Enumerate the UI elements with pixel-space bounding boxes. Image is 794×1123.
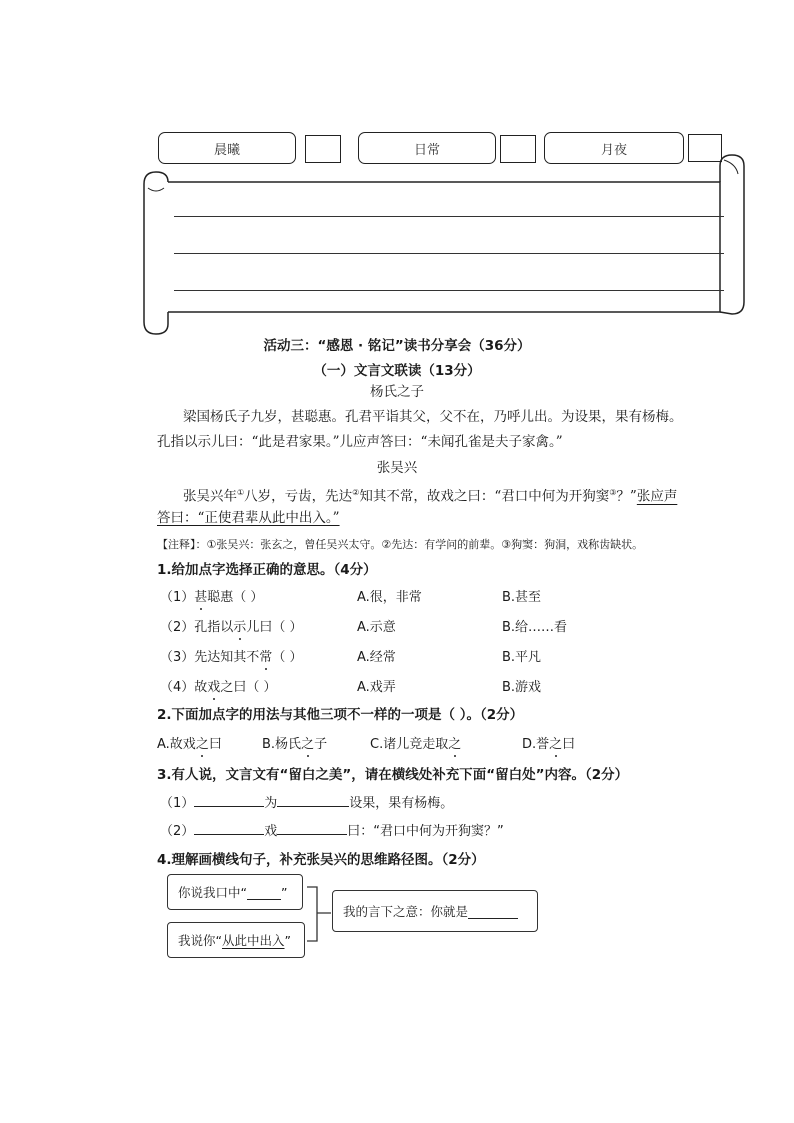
- text: ”: [280, 884, 288, 900]
- dotted-char: 示: [233, 620, 247, 635]
- footnote-mark: ②: [352, 488, 360, 497]
- passage2-line1: [183, 481, 677, 509]
- text: 子: [314, 737, 328, 752]
- q1-item-1: [160, 586, 263, 605]
- q3-stem: 3.有人说，文言文有“留白之美”，请在横线处补充下面“留白处”内容。（2分）: [157, 767, 629, 783]
- footnote-mark: ③: [609, 488, 617, 497]
- text: 我说你“: [178, 933, 222, 948]
- text: C.诸儿竞走取: [370, 737, 449, 752]
- num: （1）: [160, 590, 195, 605]
- q1-item-1-b[interactable]: B.甚至: [502, 590, 542, 605]
- blank-input[interactable]: [194, 792, 264, 807]
- tab-label: 晨曦: [213, 142, 240, 158]
- footnote-mark: ①: [237, 488, 245, 497]
- dotted-char: 之: [549, 737, 563, 752]
- num: （3）: [160, 650, 195, 665]
- scroll-banner: [140, 152, 750, 338]
- text: 为: [264, 796, 278, 811]
- q2-option-c[interactable]: [370, 733, 461, 752]
- text: 知其不常，故戏之曰：“君口中何为开狗窦: [359, 488, 610, 505]
- text: 我的言下之意：你就是: [343, 904, 469, 919]
- text: 聪惠（ ）: [207, 590, 264, 605]
- blank-input[interactable]: [194, 820, 264, 835]
- dotted-char: 之: [448, 737, 462, 752]
- q1-item-2-b[interactable]: B.给……看: [502, 620, 568, 635]
- num: （2）: [160, 824, 195, 839]
- q1-item-4-a[interactable]: A.戏弄: [357, 680, 396, 695]
- q4-stem: 4.理解画横线句子，补充张吴兴的思维路径图。（2分）: [157, 852, 485, 868]
- bracket-connector: [305, 885, 335, 945]
- answer-line-2[interactable]: [174, 253, 724, 254]
- underlined-text: 答曰：“正使君辈从此中出入。”: [157, 510, 340, 526]
- dotted-char: 甚: [194, 590, 208, 605]
- dotted-char: 之: [301, 737, 315, 752]
- underlined-text: 从此中出入: [221, 933, 285, 948]
- q2-option-d[interactable]: [522, 733, 575, 752]
- q3-line-1: [160, 792, 453, 811]
- q1-item-4-b[interactable]: B.游戏: [502, 680, 542, 695]
- underlined-text: 张应声: [636, 488, 678, 505]
- passage1-title: 杨氏之子: [370, 384, 424, 400]
- dotted-char: 戏: [207, 680, 221, 695]
- dotted-char: 常: [259, 650, 273, 665]
- blank-input[interactable]: [468, 904, 518, 919]
- text: 八岁，亏齿，先达: [244, 488, 353, 505]
- q3-line-2: [160, 820, 504, 839]
- text: 张吴兴年: [183, 488, 237, 505]
- text: B.杨氏: [262, 737, 302, 752]
- passage2-line2: [157, 506, 340, 530]
- text: D.誉: [522, 737, 550, 752]
- text: 先达知其不: [194, 650, 260, 665]
- q1-item-3-b[interactable]: B.平凡: [502, 650, 542, 665]
- text: 故: [194, 680, 208, 695]
- answer-line-1[interactable]: [174, 216, 724, 217]
- text: A.故戏: [157, 737, 196, 752]
- activity-title: 活动三：“感恩 · 铭记”读书分享会（36分）: [263, 338, 531, 354]
- q1-item-4: [160, 676, 276, 695]
- q1-stem: 1.给加点字选择正确的意思。（4分）: [157, 562, 377, 578]
- text: 儿曰（ ）: [246, 620, 303, 635]
- text: 戏: [264, 824, 278, 839]
- q1-item-2: [160, 616, 302, 635]
- blank-input[interactable]: [277, 792, 349, 807]
- blank-input[interactable]: [247, 885, 281, 900]
- text: 之曰（ ）: [220, 680, 277, 695]
- text: 曰: [562, 737, 576, 752]
- text: 曰：“君口中何为开狗窦？”: [347, 824, 504, 839]
- blank-input[interactable]: [277, 820, 347, 835]
- section-title: （一）文言文联读（13分）: [313, 363, 481, 379]
- q1-item-2-a[interactable]: A.示意: [357, 620, 396, 635]
- map-box-2: [167, 922, 305, 958]
- text: 曰: [208, 737, 222, 752]
- notes: 【注释】：①张吴兴：张玄之，曾任吴兴太守。②先达：有学问的前辈。③狗窦：狗洞，戏称齿缺状。: [157, 538, 644, 551]
- tab-label: 日常: [413, 142, 440, 158]
- text: （ ）: [272, 650, 303, 665]
- text: 设果，果有杨梅。: [349, 796, 454, 811]
- text: 你说我口中“: [178, 885, 247, 900]
- passage1-line2: 孔指以示儿曰：“此是君家果。”儿应声答曰：“未闻孔雀是夫子家禽。”: [157, 434, 563, 450]
- text: 孔指以: [194, 620, 234, 635]
- q2-stem: 2.下面加点字的用法与其他三项不一样的一项是（ ）。（2分）: [157, 707, 524, 723]
- answer-line-3[interactable]: [174, 290, 724, 291]
- q1-item-3: [160, 646, 302, 665]
- num: （1）: [160, 796, 195, 811]
- q2-option-a[interactable]: [157, 733, 222, 752]
- passage2-title: 张吴兴: [376, 460, 418, 476]
- num: （4）: [160, 680, 195, 695]
- passage1-line1: 梁国杨氏子九岁，甚聪惠。孔君平诣其父，父不在，乃呼儿出。为设果，果有杨梅。: [183, 409, 683, 425]
- tab-label: 月夜: [600, 142, 627, 158]
- map-box-3: [332, 890, 538, 932]
- q2-option-b[interactable]: [262, 733, 327, 752]
- text: ”: [284, 932, 291, 948]
- text: ？”: [616, 488, 637, 505]
- num: （2）: [160, 620, 195, 635]
- map-box-1: [167, 874, 303, 910]
- dotted-char: 之: [195, 737, 209, 752]
- q1-item-1-a[interactable]: A.很，非常: [357, 590, 422, 605]
- q1-item-3-a[interactable]: A.经常: [357, 650, 396, 665]
